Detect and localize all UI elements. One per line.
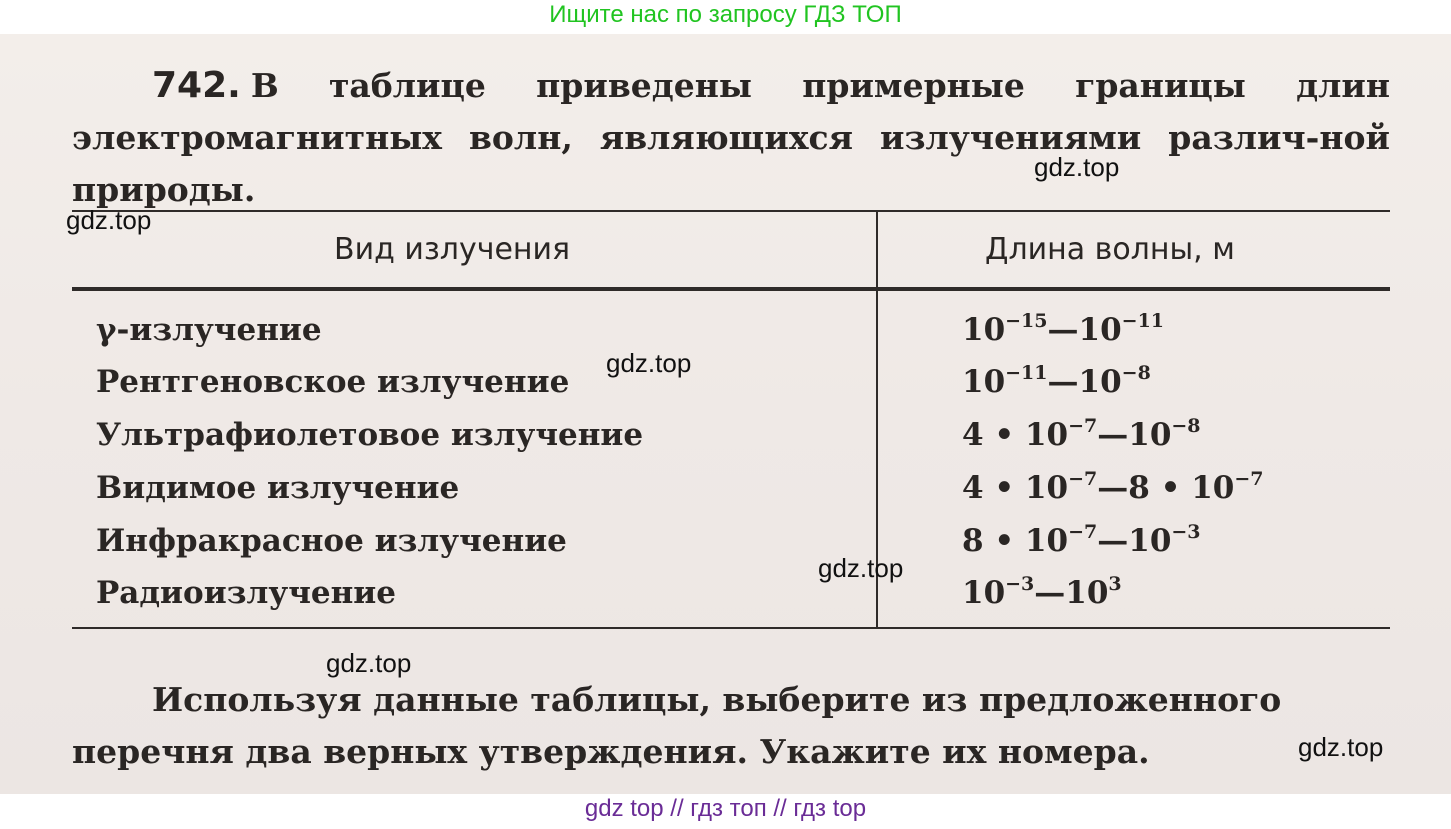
header-radiation-type: Вид излучения (334, 232, 571, 267)
table-row-wavelength (962, 364, 1151, 400)
range-start-base: 10 (962, 312, 1006, 348)
range-end-exponent: −8 (1121, 362, 1151, 384)
table-row-name: Рентгеновское излучение (96, 364, 570, 400)
watermark: gdz.top (1034, 152, 1120, 182)
range-start-base: 10 (962, 364, 1006, 400)
range-end-base: 10 (1078, 364, 1122, 400)
header-wavelength: Длина волны, м (985, 232, 1235, 267)
range-start-exponent: −7 (1068, 468, 1098, 490)
range-end-exponent: −11 (1121, 310, 1165, 332)
range-dash: — (1034, 575, 1066, 611)
table-row-wavelength (962, 523, 1201, 559)
table-row-wavelength (962, 575, 1122, 611)
range-end-base: 10 (1078, 312, 1122, 348)
range-dash: — (1097, 523, 1129, 559)
watermark: gdz.top (818, 553, 904, 583)
table-row-name: Ультрафиолетовое излучение (96, 417, 644, 453)
range-start-base: 10 (962, 575, 1006, 611)
table-top-rule (72, 210, 1390, 212)
table-row-name: γ-излучение (96, 312, 322, 348)
range-start-exponent: −7 (1068, 521, 1098, 543)
table-row-wavelength (962, 470, 1264, 506)
table-row-wavelength (962, 417, 1201, 453)
instruction-line-2: перечня два верных утверждения. Укажите их номера. (72, 732, 1150, 771)
range-end-base: 10 (1065, 575, 1109, 611)
table-header-rule (72, 287, 1390, 291)
table-row-name: Видимое излучение (96, 470, 460, 506)
range-dash: — (1047, 312, 1079, 348)
textbook-page (0, 34, 1451, 794)
range-start-exponent: −15 (1005, 310, 1048, 332)
table-row-name: Радиоизлучение (96, 575, 397, 611)
problem-number: 742. (152, 65, 241, 106)
watermark: gdz.top (1298, 732, 1384, 762)
table-bottom-rule (72, 627, 1390, 629)
range-end-base: 10 (1128, 523, 1172, 559)
footer-links: gdz top // гдз топ // гдз top (0, 794, 1451, 829)
range-start-base: 4 • 10 (962, 417, 1069, 453)
range-dash: — (1047, 364, 1079, 400)
watermark: gdz.top (66, 205, 152, 235)
range-dash: — (1097, 470, 1129, 506)
range-start-exponent: −11 (1005, 362, 1048, 384)
range-start-base: 8 • 10 (962, 523, 1069, 559)
range-end-exponent: −7 (1234, 468, 1264, 490)
range-end-exponent: 3 (1108, 573, 1122, 595)
range-start-base: 4 • 10 (962, 470, 1069, 506)
range-dash: — (1097, 417, 1129, 453)
range-start-exponent: −7 (1068, 415, 1098, 437)
table-row-name: Инфракрасное излучение (96, 523, 567, 559)
range-end-base: 10 (1128, 417, 1172, 453)
search-banner: Ищите нас по запросу ГДЗ ТОП (0, 0, 1451, 34)
problem-text: В таблице приведены примерные границы длин электромагнитных волн, являющихся излучениями различ-ной природы. (72, 66, 1390, 209)
range-start-exponent: −3 (1005, 573, 1035, 595)
range-end-exponent: −8 (1171, 415, 1201, 437)
instruction-text (72, 674, 1390, 778)
instruction-line-1: Используя данные таблицы, выберите из предложенного (152, 680, 1282, 719)
watermark: gdz.top (606, 348, 692, 378)
range-end-exponent: −3 (1171, 521, 1201, 543)
problem-statement (72, 60, 1390, 216)
watermark: gdz.top (326, 648, 412, 678)
range-end-base: 8 • 10 (1128, 470, 1235, 506)
table-row-wavelength (962, 312, 1164, 348)
